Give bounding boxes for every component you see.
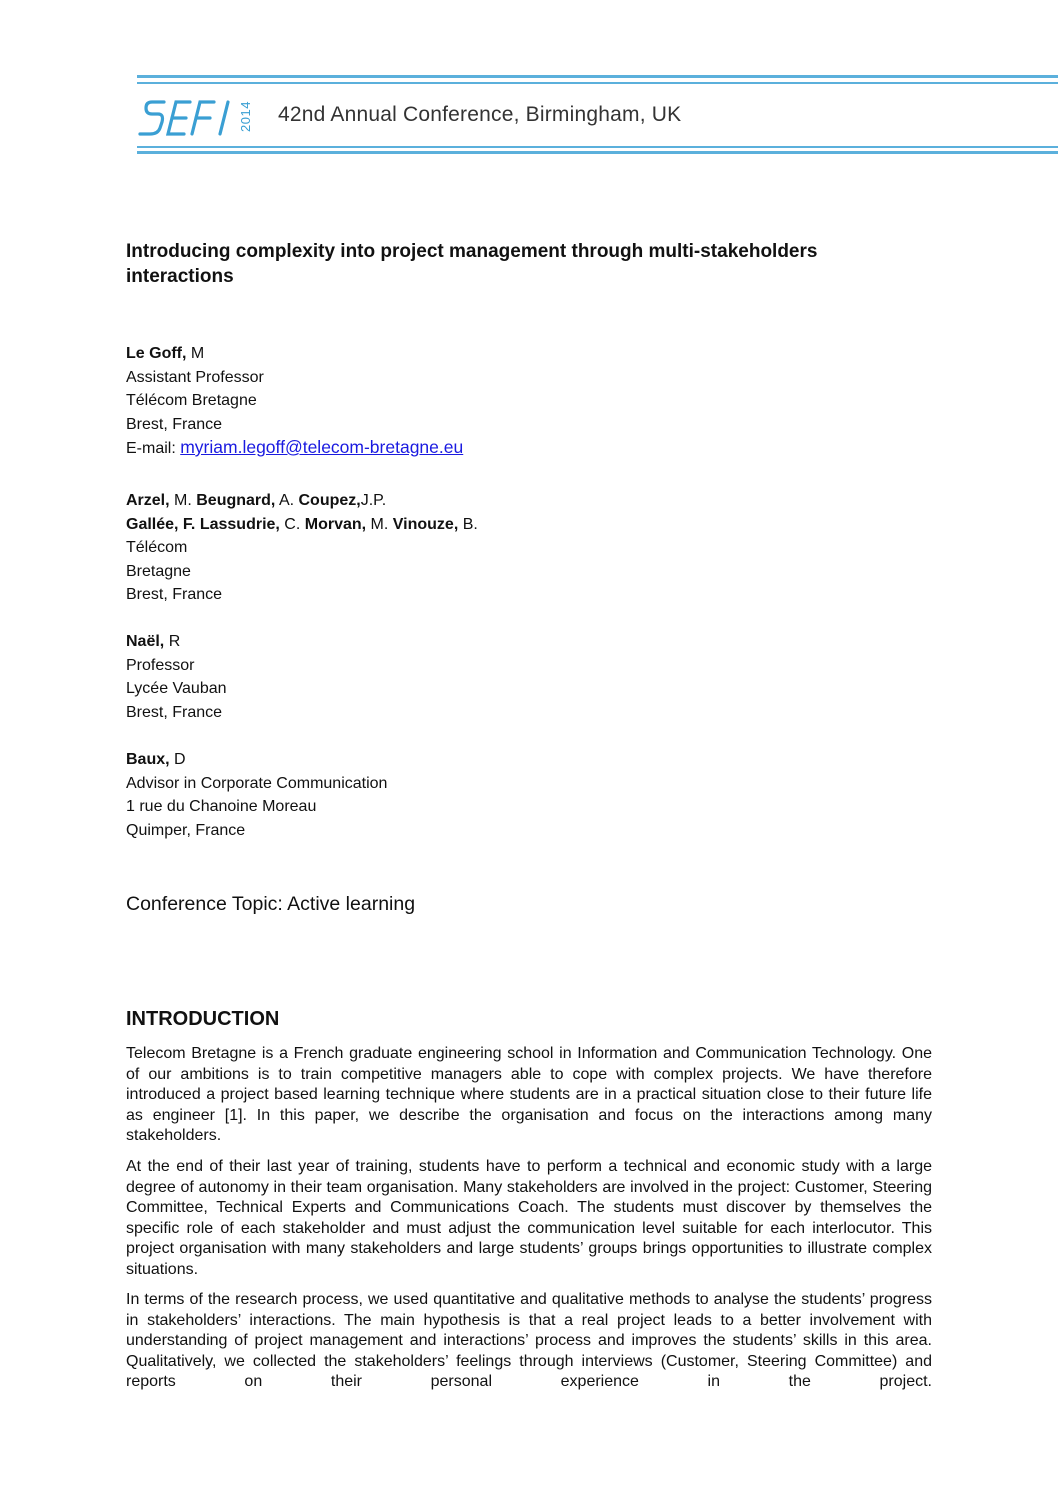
author-surname: Baux, [126, 751, 170, 768]
author-name [126, 748, 387, 772]
author-name [126, 342, 463, 366]
author-surname: Le Goff, [126, 345, 187, 362]
author-block-nael [126, 630, 227, 724]
author-surname: Naël, [126, 633, 165, 650]
paper-title: Introducing complexity into project management through multi-stakeholders interactions [126, 241, 818, 287]
author-email-line [126, 436, 463, 461]
conference-title: 42nd Annual Conference, Birmingham, UK [278, 103, 682, 126]
author-initial: M [186, 345, 205, 362]
author-initial: D [169, 751, 186, 768]
group-institution-2: Bretagne [126, 562, 191, 580]
author-city: Brest, France [126, 415, 223, 433]
header-rule-bottom-thin [137, 146, 1058, 148]
header-rule-top [137, 75, 1058, 78]
author-name [126, 630, 227, 654]
conference-topic: Conference Topic: Active learning [126, 893, 416, 915]
header-rule-top-thin [137, 82, 1058, 84]
author-surname: Vinouze, [392, 515, 459, 533]
intro-paragraph-3: In terms of the research process, we used quantitative and qualitative methods to analyse the students’ progress in stakeholders’ interactions. The main hypothesis is that a real project leads to a better involvement with understanding of project management and interactions’ process and improves the students’ skills in this area. Qualitatively, we collected the stakeholders’ feelings through interviews (Customer, Steering Committee) and reports on their personal experience in the project. [126, 1291, 932, 1390]
group-city: Brest, France [126, 586, 223, 603]
author-block-legoff [126, 342, 463, 461]
email-link[interactable]: myriam.legoff@telecom-bretagne.eu [180, 437, 464, 457]
author-surname: Beugnard, [196, 492, 276, 509]
author-position: Professor [126, 656, 195, 674]
author-position: Assistant Professor [126, 368, 264, 386]
header-rule-bottom [137, 151, 1058, 154]
author-address: 1 rue du Chanoine Moreau [126, 798, 317, 815]
author-names-line-1 [126, 489, 478, 513]
author-surname: Arzel, [126, 492, 170, 509]
logo-year: 2014 [238, 101, 253, 133]
intro-paragraph-2: At the end of their last year of training, students have to perform a technical and economic study with a large degree of autonomy in their team organisation. Many stakeholders are involved in the project: Customer, Steering Committee, Technical Experts and Communications Coach. The students must discover by themselves the specific role of each stakeholder and must adjust the communication level suitable for each interlocutor. This project organisation with many stakeholders and large students’ groups brings opportunities to illustrate complex situations. [126, 1158, 932, 1278]
author-block-group [126, 489, 478, 607]
author-block-baux [126, 748, 387, 842]
author-initial: M. [169, 492, 197, 509]
author-initial: J.P. [360, 492, 387, 509]
author-institution: Lycée Vauban [126, 680, 227, 697]
intro-paragraph-1: Telecom Bretagne is a French graduate engineering school in Information and Communication Technology. One of our ambitions is to train competitive managers able to cope with complex projects. We have therefore introduced a project based learning technique where students are in a practical situation close to their future life as engineer [1]. In this paper, we describe the organisation and focus on the interactions among many stakeholders. [126, 1045, 932, 1144]
author-city: Quimper, France [126, 821, 246, 839]
author-initial: B. [458, 515, 478, 533]
author-surname: Morvan, [304, 515, 367, 533]
author-surname: Coupez, [298, 492, 361, 509]
author-names-line-2 [126, 513, 478, 537]
author-surname: Gallée, F. [126, 515, 196, 533]
author-institution: Télécom Bretagne [126, 392, 257, 409]
author-initial: C. [279, 515, 305, 533]
author-initial: R [164, 633, 181, 650]
section-heading-introduction: INTRODUCTION [126, 1008, 280, 1030]
author-initial: M. [366, 515, 393, 533]
author-position: Advisor in Corporate Communication [126, 774, 388, 792]
author-initial: A. [275, 492, 299, 509]
author-surname: Lassudrie, [199, 515, 280, 533]
author-city: Brest, France [126, 703, 223, 721]
email-label: E-mail: [126, 440, 181, 457]
group-institution-1: Télécom [126, 539, 188, 556]
